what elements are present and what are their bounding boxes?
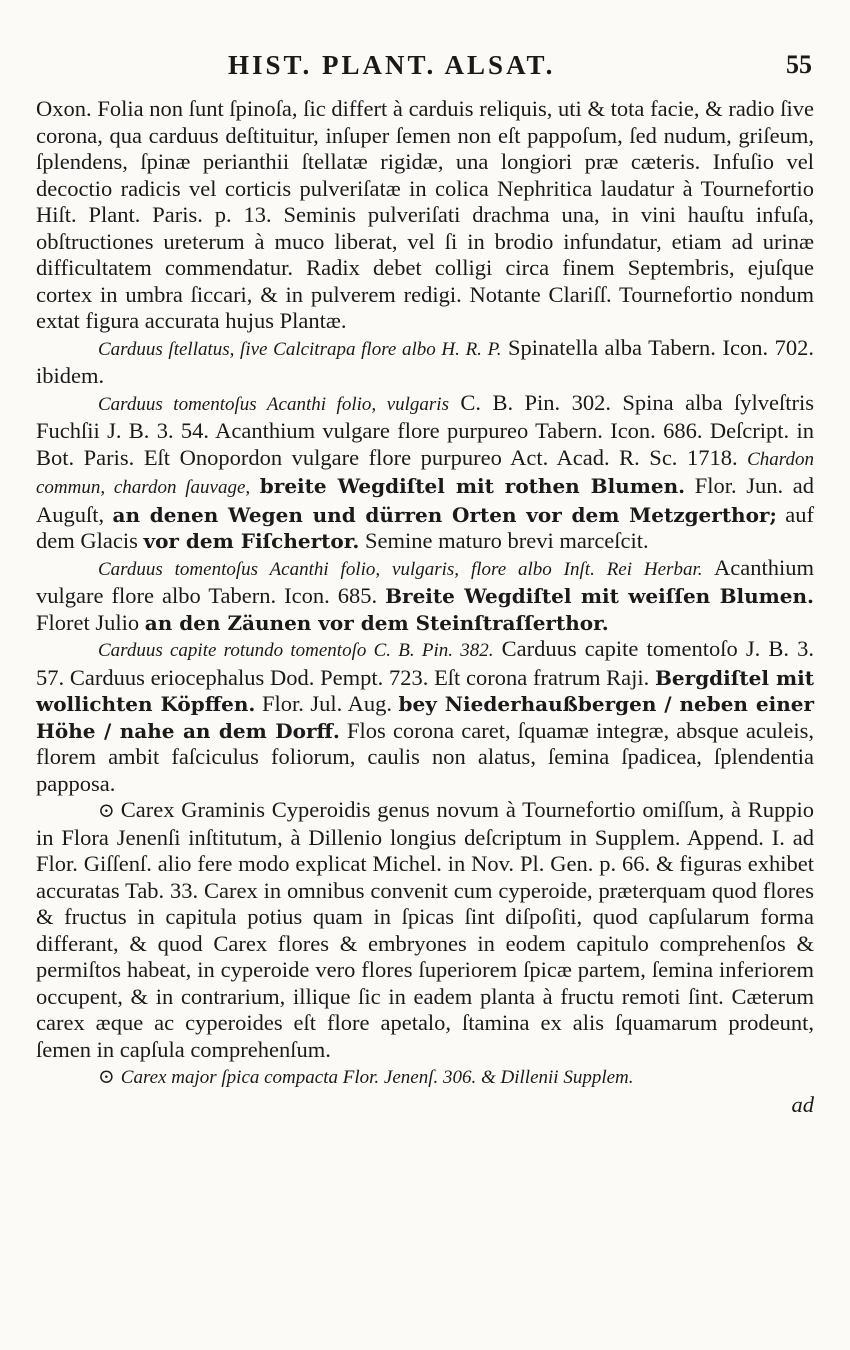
- species-name: Carduus ſtellatus, ſive Calcitrapa flore albo H. R. P.: [98, 338, 502, 360]
- german-locality: an den Zäunen vor dem Steinſtraſſerthor.: [144, 610, 609, 635]
- entry-text: Flor. Jun. ad Auguſt,: [36, 473, 815, 527]
- entry-carduus-tomentosus: [36, 390, 814, 555]
- body-text: [36, 96, 814, 1118]
- page-number: 55: [786, 50, 812, 79]
- species-name: Carex major ſpica compacta Flor. Jenenſ. 306. & Dillenii Supplem.: [120, 1067, 634, 1088]
- entry-text: auf dem Glacis: [36, 501, 814, 553]
- german-name: Bergdiſtel mit wollichten Köpffen.: [36, 665, 814, 716]
- species-name: Carduus tomentoſus Acanthi folio, vulgaris: [98, 393, 449, 415]
- entry-text: Semine maturo brevi marceſcit.: [359, 528, 649, 553]
- entry-text: Acanthium vulgare flore albo Tabern. Icon. 685.: [36, 554, 814, 608]
- paragraph-oxon: [36, 96, 814, 335]
- german-name: breite Wegdiſtel mit rothen Blumen.: [259, 474, 686, 498]
- french-name: Chardon commun, chardon ſauvage,: [36, 448, 814, 498]
- entry-text: Carduus capite tomentoſo J. B. 3. 57. Carduus eriocephalus Dod. Pempt. 723. Eſt corona fratrum Raji.: [36, 636, 814, 690]
- entry-text: Carex Graminis Cyperoidis genus novum à Tournefortio omiſſum, à Ruppio in Flora Jenenſi inſtitutum, à Dillenio longius deſcriptum in Supplem. Append. I. ad Flor. Giſſenſ. alio fere modo explicat Michel. in Nov. Pl. Gen. p. 66. & figuras exhibet accuratas Tab. 33. Carex in omnibus convenit cum cyperoide, præterquam quod flores & fructus in capitula potius quam in ſpicas ſint diſpoſiti, quod capſularum forma differant, & quod Carex flores & embryones in eodem capitulo comprehenſos & permiſtos habeat, in cyperoide vero flores ſuperiorem ſpicæ partem, ſemina inferiorem occupent, & in contrarium, illique ſic in eadem planta à fructu remoti ſint. Cæterum carex æque ac cyperoides eſt flore apetalo, ſtamina ex alis ſquamarum prodeunt, ſemen in capſula comprehenſum.: [36, 797, 814, 1062]
- german-locality: an denen Wegen und dürren Orten vor dem Metzgerthor;: [112, 502, 777, 527]
- species-name: Carduus capite rotundo tomentoſo C. B. Pin. 382.: [98, 640, 494, 661]
- german-name: Breite Wegdiſtel mit weiſſen Blumen.: [385, 584, 815, 608]
- running-title: HIST. PLANT. ALSAT.: [228, 50, 556, 80]
- entry-text: C. B. Pin. 302. Spina alba ſylveſtris Fuchſii J. B. 3. 54. Acanthium vulgare flore purpureo Tabern. Icon. 686. Deſcript. in Bot. Paris. Eſt Onopordon vulgare flore purpureo Act. Acad. R. Sc. 1718.: [36, 389, 814, 470]
- catchword: ad: [791, 1091, 814, 1117]
- paragraph-text: Oxon. Folia non ſunt ſpinoſa, ſic differt à carduis reliquis, uti & tota facie, & radio ſive corona, qua carduus deſtituitur, inſuper ſemen non eſt pappoſum, ſed nudum, griſeum, ſplendens, ſpinæ perianthii ſtellatæ rigidæ, una longiori præ cæteris. Infuſio vel decoctio radicis vel corticis pulveriſatæ in colica Nephritica laudatur à Tournefortio Hiſt. Plant. Paris. p. 13. Seminis pulveriſati drachma una, in vini hauſtu infuſa, obſtructiones ureterum à muco liberat, vel ſi in brodio infundatur, etiam ad urinæ difficultatem commendatur. Radix debet colligi circa finem Septembris, ejuſque cortex in umbra ſiccari, & in pulverem redigi. Notante Clariſſ. Tournefortio nondum extat figura accurata hujus Plantæ.: [36, 96, 814, 333]
- entry-carduus-capite-rotundo: [36, 636, 814, 797]
- entry-carex: [36, 797, 814, 1063]
- perennial-symbol-icon: ⊙: [98, 800, 115, 822]
- german-locality: bey Niederhaußbergen / neben einer Höhe / nahe an dem Dorff.: [36, 692, 814, 743]
- entry-text: Flor. Jul. Aug.: [255, 691, 399, 716]
- entry-text: Spinatella alba Tabern. Icon. 702. ibidem.: [36, 334, 814, 388]
- german-locality: vor dem Fiſchertor.: [143, 529, 360, 553]
- perennial-symbol-icon: ⊙: [98, 1066, 115, 1088]
- entry-text: Floret Julio: [36, 609, 145, 635]
- entry-carduus-flore-albo: [36, 555, 814, 637]
- running-head: [0, 50, 850, 86]
- species-name: Carduus tomentoſus Acanthi folio, vulgaris, flore albo Inſt. Rei Herbar.: [98, 558, 703, 580]
- entry-carduus-stellatus: [36, 335, 814, 390]
- entry-carex-major: [36, 1063, 814, 1092]
- entry-text: Flos corona caret, ſquamæ integræ, absque aculeis, florem ambit faſciculus foliorum, caulis non alatus, ſemina ſpadicea, ſplendentia papposa.: [36, 717, 815, 796]
